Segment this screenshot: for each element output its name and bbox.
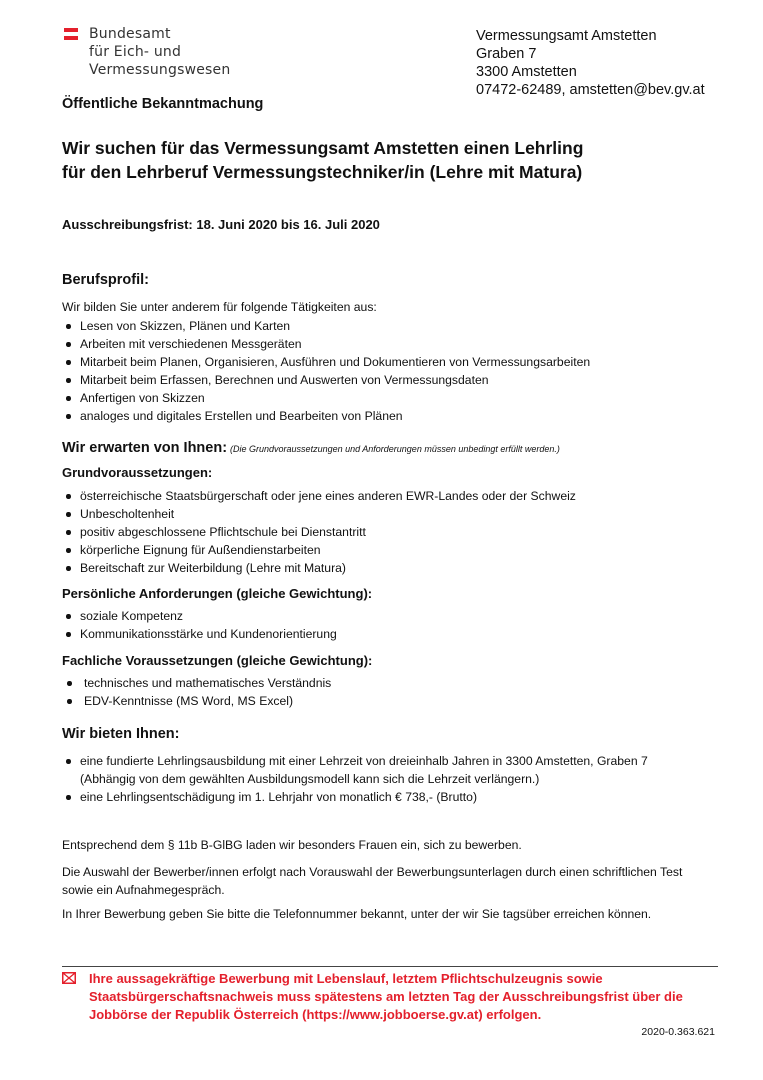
list-item [62,752,722,788]
title-line: Wir suchen für das Vermessungsamt Amstetten einen Lehrling [62,138,584,158]
list-item: Anfertigen von Skizzen [62,389,722,407]
list-item-line: eine fundierte Lehrlingsausbildung mit einer Lehrzeit von dreieinhalb Jahren in 3300 Amstetten, Graben 7 [80,754,648,768]
list-item: soziale Kompetenz [62,607,722,625]
application-instructions [62,970,722,1024]
office-address [476,27,705,99]
erwarten-heading [62,440,560,456]
selection-paragraph: Die Auswahl der Bewerber/innen erfolgt nach Vorauswahl der Bewerbungsunterlagen durch einen schriftlichen Test sowie ein Aufnahmegespräch. [62,865,683,897]
austria-flag-icon [64,28,78,79]
divider [62,966,718,967]
list-item: österreichische Staatsbürgerschaft oder jene eines anderen EWR-Landes oder der Schweiz [62,487,722,505]
application-deadline: Ausschreibungsfrist: 18. Juni 2020 bis 16. Juli 2020 [62,217,380,232]
list-item: technisches und mathematisches Verständnis [62,674,722,692]
equal-opportunity-paragraph: Entsprechend dem § 11b B-GlBG laden wir besonders Frauen ein, sich zu bewerben. [62,838,522,852]
page-title [62,136,712,184]
envelope-icon [62,972,76,984]
erwarten-title: Wir erwarten von Ihnen: [62,440,228,456]
fachlich-list [62,674,722,710]
berufsprofil-heading: Berufsprofil: [62,272,149,288]
list-item: körperliche Eignung für Außendienstarbeiten [62,541,722,559]
persoenlich-heading: Persönliche Anforderungen (gleiche Gewichtung): [62,586,373,601]
application-line: Ihre aussagekräftige Bewerbung mit Lebenslauf, letztem Pflichtschulzeugnis sowie [89,971,603,986]
list-item-line: (Abhängig von dem gewählten Ausbildungsmodell kann sich die Lehrzeit verlängern.) [80,772,540,786]
logo-line: für Eich- und [89,44,182,60]
phone-paragraph: In Ihrer Bewerbung geben Sie bitte die Telefonnummer bekannt, unter der wir Sie tagsüber erreichen können. [62,907,652,921]
list-item: EDV-Kenntnisse (MS Word, MS Excel) [62,692,722,710]
list-item: Kommunikationsstärke und Kundenorientierung [62,625,722,643]
list-item: Arbeiten mit verschiedenen Messgeräten [62,335,722,353]
fachlich-heading: Fachliche Voraussetzungen (gleiche Gewichtung): [62,653,373,668]
application-line: Jobbörse der Republik Österreich (https://www.jobboerse.gv.at) erfolgen. [89,1007,542,1022]
list-item: analoges und digitales Erstellen und Bearbeiten von Plänen [62,407,722,425]
logo-line: Bundesamt [89,26,171,42]
bieten-heading: Wir bieten Ihnen: [62,726,180,742]
bev-logo [64,25,230,79]
announcement-label: Öffentliche Bekanntmachung [62,96,264,112]
address-line: 07472-62489, amstetten@bev.gv.at [476,82,705,98]
address-line: Graben 7 [476,46,537,62]
berufsprofil-list [62,317,722,425]
list-item: Lesen von Skizzen, Plänen und Karten [62,317,722,335]
application-line: Staatsbürgerschaftsnachweis muss spätestens am letzten Tag der Ausschreibungsfrist über die [89,989,683,1004]
list-item: Mitarbeit beim Erfassen, Berechnen und Auswerten von Vermessungsdaten [62,371,722,389]
grund-list [62,487,722,577]
list-item: Bereitschaft zur Weiterbildung (Lehre mit Matura) [62,559,722,577]
title-line: für den Lehrberuf Vermessungstechniker/in (Lehre mit Matura) [62,162,583,182]
logo-line: Vermessungswesen [89,62,231,78]
grund-heading: Grundvoraussetzungen: [62,465,213,480]
logo-text [89,25,230,79]
list-item: Mitarbeit beim Planen, Organisieren, Ausführen und Dokumentieren von Vermessungsarbeiten [62,353,722,371]
erwarten-note: (Die Grundvoraussetzungen und Anforderungen müssen unbedingt erfüllt werden.) [230,444,560,454]
address-line: 3300 Amstetten [476,64,577,80]
address-line: Vermessungsamt Amstetten [476,28,657,44]
reference-number: 2020-0.363.621 [641,1026,715,1038]
berufsprofil-intro: Wir bilden Sie unter anderem für folgende Tätigkeiten aus: [62,300,377,314]
bieten-list [62,752,722,806]
list-item: positiv abgeschlossene Pflichtschule bei Dienstantritt [62,523,722,541]
list-item: eine Lehrlingsentschädigung im 1. Lehrjahr von monatlich € 738,- (Brutto) [62,788,722,806]
persoenlich-list [62,607,722,643]
list-item: Unbescholtenheit [62,505,722,523]
